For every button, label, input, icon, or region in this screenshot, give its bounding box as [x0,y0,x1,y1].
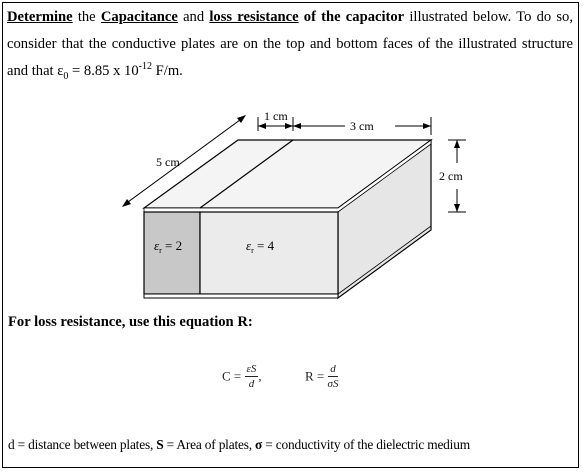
arrow-5cm-lower [122,199,131,207]
arrow-3cm-right [423,123,431,129]
text-segment: F/m. [152,63,183,79]
arrow-1cm-right [285,123,293,129]
label-3cm: 3 cm [350,119,374,133]
text-segment: the [72,9,101,25]
text-segment: illustrated below. To do so, consider that the conductive plates are on the top and bottom faces of the illustrated structure and that ε [7,9,573,79]
label-2cm: 2 cm [439,169,463,183]
label-1cm: 1 cm [264,109,288,123]
phrase-loss-resistance: loss resistance [209,9,299,25]
eq-c-lhs: C = [222,368,242,384]
symbol-s: S [156,437,164,452]
eq-r-fraction [328,362,339,391]
word-determine: Determine [7,9,73,25]
dielectric-left-front [144,212,200,294]
def-sigma: = conductivity of the dielectric medium [262,437,470,452]
def-s: = Area of plates, [163,437,256,452]
epsilon-subscript: 0 [63,70,69,82]
arrow-3cm-left [293,123,301,129]
variable-definitions [8,437,470,453]
arrow-5cm-upper [237,115,246,123]
text-segment: = 8.85 x 10 [68,63,139,79]
resistance-equation [305,362,338,391]
loss-resistance-heading: For loss resistance, use this equation R: [8,314,253,330]
eq-c-fraction [245,362,262,391]
exponent: -12 [138,61,152,73]
bottom-plate-edge [144,294,338,298]
arrow-2cm-bottom [454,204,460,212]
epsilon-left-label: $\varepsilon_r = 2$ [154,238,183,255]
arrow-1cm-left [258,123,266,129]
eq-comma: , [258,368,262,384]
text-of-the: of the [298,9,346,25]
symbol-sigma: σ [255,437,263,452]
def-d: d = distance between plates, [8,437,157,452]
word-capacitance: Capacitance [100,9,178,25]
phrase-capacitor: capacitor [345,9,405,25]
eq-r-numerator: d [328,362,339,377]
eq-c-denominator: d [248,378,255,390]
arrow-2cm-top [454,140,460,148]
eq-r-lhs: R = [305,368,325,384]
eq-c-numerator: εS [246,363,257,375]
epsilon-right-label: $\varepsilon_r = 4$ [246,238,275,255]
label-5cm: 5 cm [156,155,180,169]
text-segment: and [177,9,210,25]
capacitance-equation [222,362,262,391]
eq-r-denominator: σS [327,378,339,390]
dielectric-right-front [200,212,338,294]
